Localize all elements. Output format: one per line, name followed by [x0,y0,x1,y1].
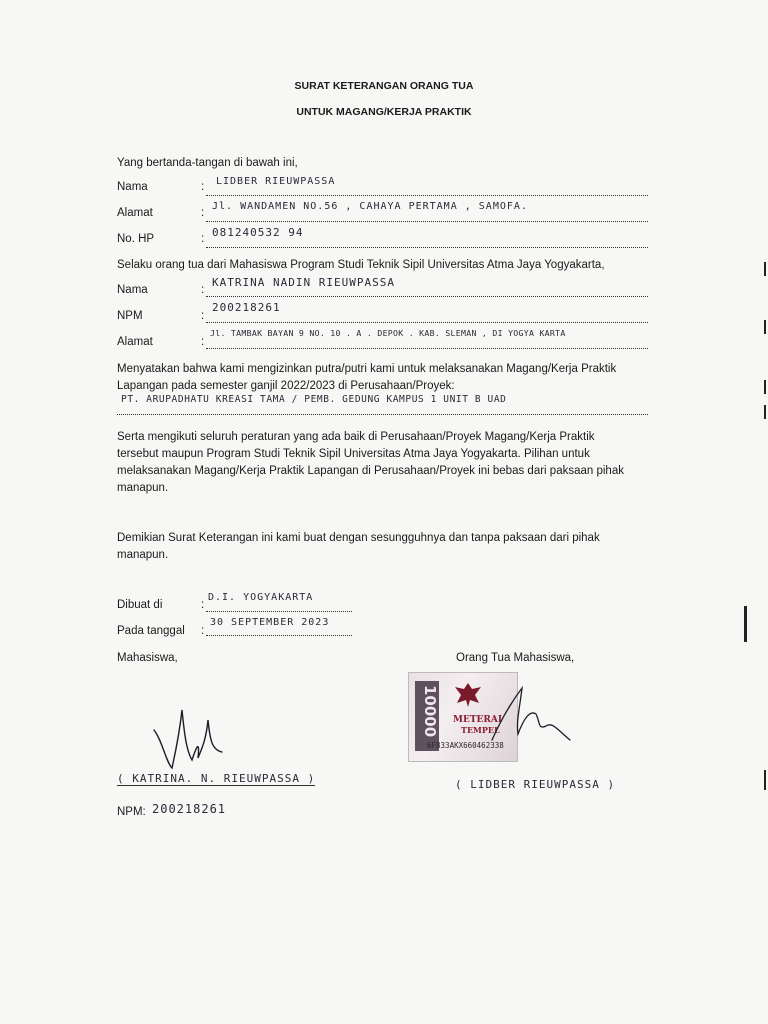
stamp-text-meterai: METERAI [453,715,503,725]
statement-line-2: Lapangan pada semester ganjil 2022/2023 di Perusahaan/Proyek: [117,380,455,392]
student-address-label: Alamat [117,336,153,348]
company-value: PT. ARUPADHATU KREASI TAMA / PEMB. GEDUNG KAMPUS 1 UNIT B UAD [121,394,507,405]
stamp-value: 10000 [421,685,439,738]
student-signature-icon [150,700,230,775]
document-title: SURAT KETERANGAN ORANG TUA [294,80,474,92]
scan-mark [764,380,766,394]
tanggal-value: 30 SEPTEMBER 2023 [210,617,330,628]
scan-mark [744,606,747,642]
rules-line-3: melaksanakan Magang/Kerja Praktik Lapangan di Perusahaan/Proyek ini bebas dari paksaan pihak [117,465,624,477]
parent-address-value: Jl. WANDAMEN NO.56 , CAHAYA PERTAMA , SAMOFA. [212,201,528,212]
parent-signature-label: Orang Tua Mahasiswa, [456,652,575,664]
parent-address-label: Alamat [117,207,153,219]
dibuat-value: D.I. YOGYAKARTA [208,592,314,603]
parent-phone-value: 081240532 94 [212,226,304,239]
parent-name-field [206,176,648,196]
statement-line-1: Menyatakan bahwa kami mengizinkan putra/putri kami untuk melaksanakan Magang/Kerja Praktik [117,363,617,375]
student-name-label: Nama [117,284,148,296]
stamp-serial: 6F833AKX660462338 [427,741,504,750]
npm-signature-value: 200218261 [152,802,227,816]
student-npm-value: 200218261 [212,301,281,314]
student-npm-field [206,301,648,323]
student-intro-text: Selaku orang tua dari Mahasiswa Program Studi Teknik Sipil Universitas Atma Jaya Yogyakarta, [117,259,605,271]
mahasiswa-label: Mahasiswa, [117,652,178,664]
parent-address-field [206,201,648,222]
parent-signature-icon [486,682,576,752]
garuda-emblem-icon [453,681,483,709]
scan-mark [764,405,766,419]
parent-signature-name: ( LIDBER RIEUWPASSA ) [455,778,616,791]
student-name-value: KATRINA NADIN RIEUWPASSA [212,276,395,289]
tanggal-label: Pada tanggal [117,625,185,637]
student-name-field [206,276,648,297]
scan-mark [764,320,766,334]
tanggal-field [206,617,352,636]
npm-signature-label: NPM: [117,806,146,818]
closing-line-1: Demikian Surat Keterangan ini kami buat dengan sesungguhnya dan tanpa paksaan dari pihak [117,532,600,544]
rules-line-4: manapun. [117,482,169,494]
student-address-field [206,328,648,349]
company-field [117,394,648,415]
stamp-text-tempel: TEMPEL [461,725,500,735]
dibuat-label: Dibuat di [117,599,163,611]
closing-line-2: manapun. [117,549,169,561]
dibuat-field [206,592,352,612]
parent-name-value: LIDBER RIEUWPASSA [216,176,336,187]
scan-mark [764,770,766,790]
rules-line-1: Serta mengikuti seluruh peraturan yang ada baik di Perusahaan/Proyek Magang/Kerja Praktik [117,431,595,443]
parent-name-label: Nama [117,181,148,193]
scan-mark [764,262,766,276]
student-npm-label: NPM [117,310,143,322]
parent-phone-field [206,226,648,248]
student-signature-name: ( KATRINA. N. RIEUWPASSA ) [117,772,316,785]
student-address-value: Jl. TAMBAK BAYAN 9 NO. 10 . A . DEPOK . KAB. SLEMAN , DI YOGYA KARTA [210,328,566,338]
document-subtitle: UNTUK MAGANG/KERJA PRAKTIK [296,106,472,118]
rules-line-2: tersebut maupun Program Studi Teknik Sipil Universitas Atma Jaya Yogyakarta. Pilihan untuk [117,448,590,460]
intro-text: Yang bertanda-tangan di bawah ini, [117,157,298,169]
parent-phone-label: No. HP [117,233,155,245]
